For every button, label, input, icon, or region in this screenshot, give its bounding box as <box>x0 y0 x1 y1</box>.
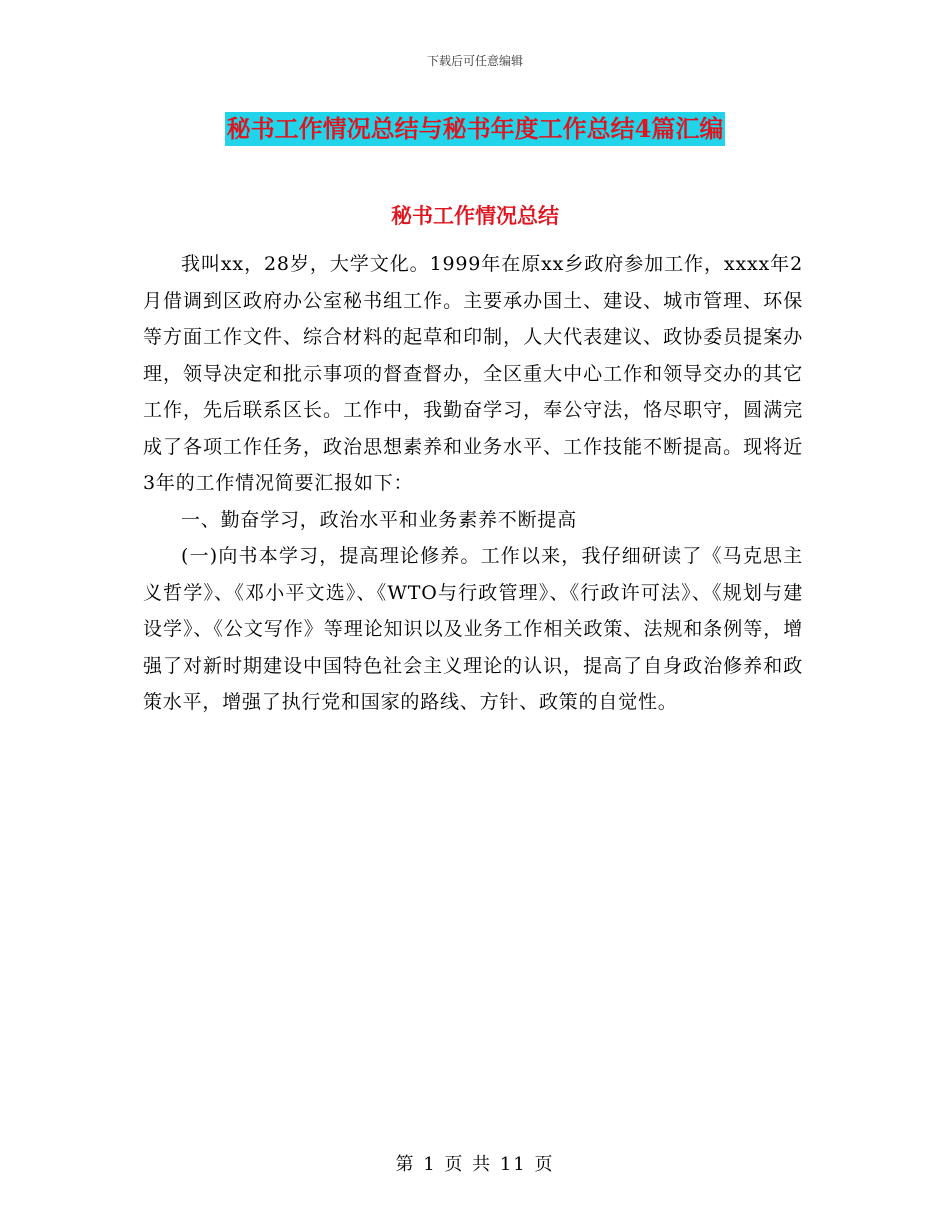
header-note: 下载后可任意编辑 <box>426 54 523 68</box>
document-title: 秘书工作情况总结与秘书年度工作总结4篇汇编 <box>225 112 726 146</box>
body-paragraph: (一)向书本学习，提高理论修养。工作以来，我仔细研读了《马克思主义哲学》、《邓小平文选》、《WTO与行政管理》、《行政许可法》、《规划与建设学》、《公文写作》等理论知识以及业务工作相关政策、法规和条例等，增强了对新时期建设中国特色社会主义理论的认识，提高了自身政治修养和政策水平，增强了执行党和国家的路线、方针、政策的自觉性。 <box>143 545 803 713</box>
main-title-container <box>0 112 950 146</box>
body-paragraph: 我叫xx，28岁，大学文化。1999年在原xx乡政府参加工作，xxxx年2月借调到区政府办公室秘书组工作。主要承办国土、建设、城市管理、环保等方面工作文件、综合材料的起草和印制，人大代表建议、政协委员提案办理，领导决定和批示事项的督查督办，全区重大中心工作和领导交办的其它工作，先后联系区长。工作中，我勤奋学习，奉公守法，恪尽职守，圆满完成了各项工作任务，政治思想素养和业务水平、工作技能不断提高。现将近3年的工作情况简要汇报如下： <box>143 253 803 494</box>
document-body <box>143 246 803 721</box>
section-title: 秘书工作情况总结 <box>391 203 559 228</box>
page-indicator: 第 1 页 共 11 页 <box>395 1154 555 1175</box>
body-heading-1: 一、勤奋学习，政治水平和业务素养不断提高 <box>181 508 578 531</box>
